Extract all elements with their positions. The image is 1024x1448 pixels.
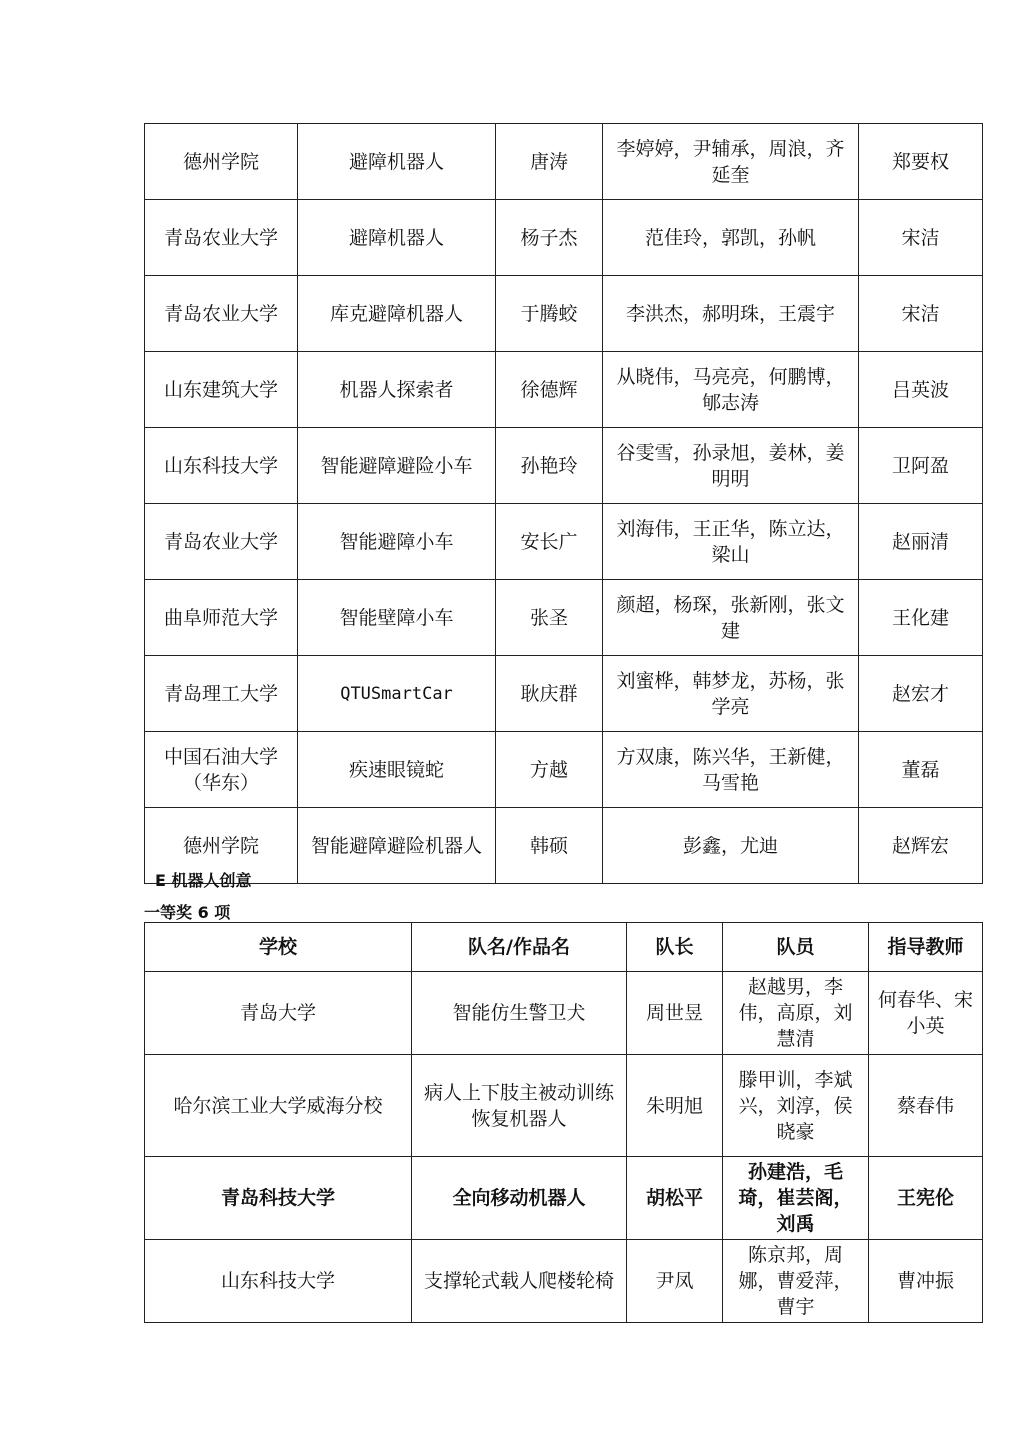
advisor-cell: 蔡春伟	[869, 1055, 983, 1157]
table-row	[145, 124, 983, 200]
table-row	[145, 1240, 983, 1323]
table-row	[145, 808, 983, 884]
header-advisor: 指导教师	[869, 923, 983, 972]
table-row	[145, 732, 983, 808]
captain-cell: 尹凤	[627, 1240, 723, 1323]
table-row	[145, 580, 983, 656]
table-row	[145, 352, 983, 428]
table-row	[145, 200, 983, 276]
members-cell: 方双康，陈兴华，王新健，马雪艳	[603, 732, 859, 808]
captain-cell: 韩硕	[496, 808, 603, 884]
school-cell: 曲阜师范大学	[145, 580, 298, 656]
table-header-row	[145, 923, 983, 972]
captain-cell: 方越	[496, 732, 603, 808]
advisor-cell: 卫阿盈	[859, 428, 983, 504]
school-cell: 青岛农业大学	[145, 200, 298, 276]
members-cell: 刘海伟，王正华，陈立达，梁山	[603, 504, 859, 580]
header-members: 队员	[723, 923, 869, 972]
table-row	[145, 656, 983, 732]
advisor-cell: 王宪伦	[869, 1157, 983, 1240]
members-cell: 孙建浩，毛琦，崔芸阁，刘禹	[723, 1157, 869, 1240]
entry-name-cell: 机器人探索者	[298, 352, 496, 428]
advisor-cell: 郑要权	[859, 124, 983, 200]
award-table-robot-creativity	[144, 922, 983, 1323]
entry-name-cell: 智能仿生警卫犬	[412, 972, 627, 1055]
captain-cell: 胡松平	[627, 1157, 723, 1240]
header-captain: 队长	[627, 923, 723, 972]
entry-name-cell: 智能壁障小车	[298, 580, 496, 656]
entry-name-cell: 智能避障避险小车	[298, 428, 496, 504]
table-row	[145, 1157, 983, 1240]
table-row	[145, 276, 983, 352]
table-row	[145, 504, 983, 580]
members-cell: 李婷婷，尹辅承，周浪，齐延奎	[603, 124, 859, 200]
school-cell: 山东科技大学	[145, 428, 298, 504]
school-cell: 青岛大学	[145, 972, 412, 1055]
entry-name-cell: 智能避障避险机器人	[298, 808, 496, 884]
school-cell: 青岛农业大学	[145, 276, 298, 352]
award-table-continued	[144, 123, 983, 884]
entry-name-cell: 避障机器人	[298, 200, 496, 276]
captain-cell: 唐涛	[496, 124, 603, 200]
entry-name-cell: 病人上下肢主被动训练恢复机器人	[412, 1055, 627, 1157]
captain-cell: 耿庆群	[496, 656, 603, 732]
school-cell: 德州学院	[145, 124, 298, 200]
school-cell: 山东科技大学	[145, 1240, 412, 1323]
award-tier-heading: 一等奖 6 项	[144, 903, 231, 922]
school-cell: 德州学院	[145, 808, 298, 884]
school-cell: 青岛理工大学	[145, 656, 298, 732]
captain-cell: 张圣	[496, 580, 603, 656]
advisor-cell: 宋洁	[859, 200, 983, 276]
entry-name-cell: 全向移动机器人	[412, 1157, 627, 1240]
entry-name-cell: 库克避障机器人	[298, 276, 496, 352]
captain-cell: 徐德辉	[496, 352, 603, 428]
members-cell: 范佳玲，郭凯，孙帆	[603, 200, 859, 276]
school-cell: 哈尔滨工业大学威海分校	[145, 1055, 412, 1157]
advisor-cell: 何春华、宋小英	[869, 972, 983, 1055]
entry-name-cell: 疾速眼镜蛇	[298, 732, 496, 808]
school-cell: 青岛科技大学	[145, 1157, 412, 1240]
advisor-cell: 吕英波	[859, 352, 983, 428]
captain-cell: 孙艳玲	[496, 428, 603, 504]
entry-name-cell: 支撑轮式载人爬楼轮椅	[412, 1240, 627, 1323]
section-heading: E 机器人创意	[155, 871, 252, 890]
members-cell: 陈京邦，周娜，曹爱萍，曹宇	[723, 1240, 869, 1323]
captain-cell: 周世昱	[627, 972, 723, 1055]
advisor-cell: 王化建	[859, 580, 983, 656]
members-cell: 从晓伟，马亮亮，何鹏博，郇志涛	[603, 352, 859, 428]
members-cell: 滕甲训，李斌兴，刘淳，侯晓豪	[723, 1055, 869, 1157]
members-cell: 谷雯雪，孙录旭，姜林，姜明明	[603, 428, 859, 504]
header-entry-name: 队名/作品名	[412, 923, 627, 972]
header-school: 学校	[145, 923, 412, 972]
school-cell: 青岛农业大学	[145, 504, 298, 580]
advisor-cell: 曹冲振	[869, 1240, 983, 1323]
table-row	[145, 1055, 983, 1157]
entry-name-cell: 避障机器人	[298, 124, 496, 200]
advisor-cell: 赵宏才	[859, 656, 983, 732]
members-cell: 彭鑫，尤迪	[603, 808, 859, 884]
entry-name-cell: 智能避障小车	[298, 504, 496, 580]
entry-name-cell: QTUSmartCar	[298, 656, 496, 732]
table-row	[145, 428, 983, 504]
captain-cell: 杨子杰	[496, 200, 603, 276]
advisor-cell: 赵辉宏	[859, 808, 983, 884]
members-cell: 赵越男，李伟，高原，刘慧清	[723, 972, 869, 1055]
advisor-cell: 董磊	[859, 732, 983, 808]
members-cell: 颜超，杨琛，张新刚，张文建	[603, 580, 859, 656]
captain-cell: 于腾蛟	[496, 276, 603, 352]
captain-cell: 朱明旭	[627, 1055, 723, 1157]
members-cell: 李洪杰，郝明珠，王震宇	[603, 276, 859, 352]
table-row	[145, 972, 983, 1055]
school-cell: 山东建筑大学	[145, 352, 298, 428]
members-cell: 刘蜜桦，韩梦龙，苏杨，张学亮	[603, 656, 859, 732]
captain-cell: 安长广	[496, 504, 603, 580]
advisor-cell: 赵丽清	[859, 504, 983, 580]
advisor-cell: 宋洁	[859, 276, 983, 352]
school-cell: 中国石油大学（华东）	[145, 732, 298, 808]
